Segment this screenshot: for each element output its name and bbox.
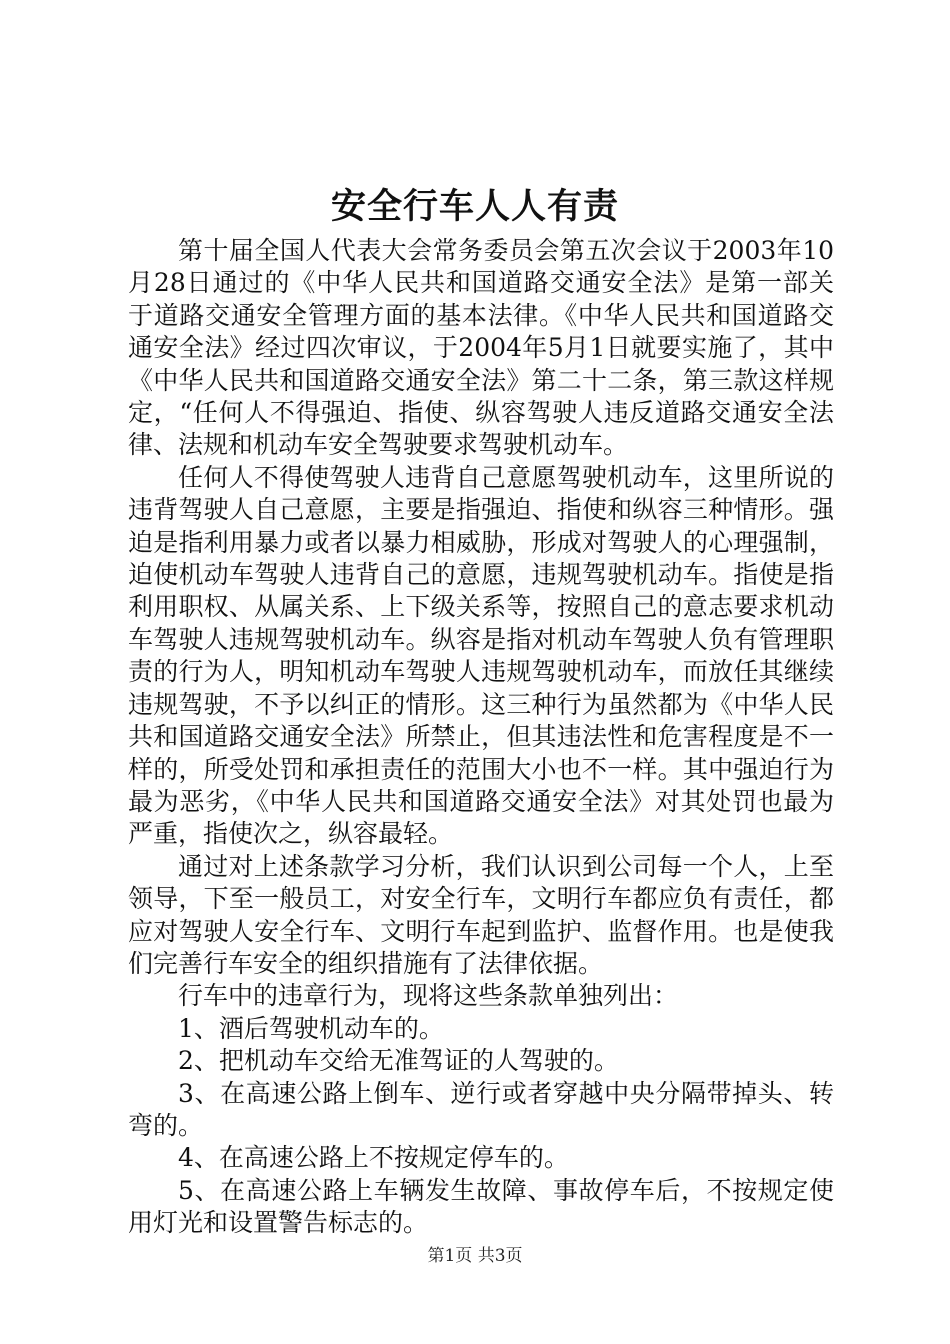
paragraph-list-intro: 行车中的违章行为，现将这些条款单独列出：	[178, 981, 679, 1011]
list-item: 2、把机动车交给无准驾证的人驾驶的。	[178, 1046, 619, 1076]
list-item: 5、在高速公路上车辆发生故障、事故停车后，不按规定使用灯光和设置警告标志的。	[128, 1175, 834, 1238]
paragraph-intro: 第十届全国人代表大会常务委员会第五次会议于2003年10月28日通过的《中华人民共和国道路交通安全法》是第一部关于道路交通安全管理方面的基本法律。《中华人民共和国道路交通安全法》经过四次审议，于2004年5月1日就要实施了，其中《中华人民共和国道路交通安全法》第二十二条，第三款这样规定，“任何人不得强迫、指使、纵容驾驶人违反道路交通安全法律、法规和机动车安全驾驶要求驾驶机动车。	[128, 236, 834, 460]
list-item: 4、在高速公路上不按规定停车的。	[178, 1143, 569, 1173]
document-body	[128, 235, 834, 1240]
document-title: 安全行车人人有责	[330, 186, 619, 227]
paragraph-explanation: 任何人不得使驾驶人违背自己意愿驾驶机动车，这里所说的违背驾驶人自己意愿，主要是指强迫、指使和纵容三种情形。强迫是指利用暴力或者以暴力相威胁，形成对驾驶人的心理强制，迫使机动车驾驶人违背自己的意愿，违规驾驶机动车。指使是指利用职权、从属关系、上下级关系等，按照自己的意志要求机动车驾驶人违规驾驶机动车。纵容是指对机动车驾驶人负有管理职责的行为人，明知机动车驾驶人违规驾驶机动车，而放任其继续违规驾驶，不予以纠正的情形。这三种行为虽然都为《中华人民共和国道路交通安全法》所禁止，但其违法性和危害程度是不一样的，所受处罚和承担责任的范围大小也不一样。其中强迫行为最为恶劣，《中华人民共和国道路交通安全法》对其处罚也最为严重，指使次之，纵容最轻。	[128, 462, 834, 849]
list-item: 3、在高速公路上倒车、逆行或者穿越中央分隔带掉头、转弯的。	[128, 1078, 834, 1140]
paragraph-analysis: 通过对上述条款学习分析，我们认识到公司每一个人，上至领导，下至一般员工，对安全行车，文明行车都应负有责任，都应对驾驶人安全行车、文明行车起到监护、监督作用。也是使我们完善行车安全的组织措施有了法律依据。	[128, 851, 834, 978]
list-item: 1、酒后驾驶机动车的。	[178, 1013, 444, 1043]
page-number-footer: 第1页 共3页	[427, 1246, 523, 1266]
